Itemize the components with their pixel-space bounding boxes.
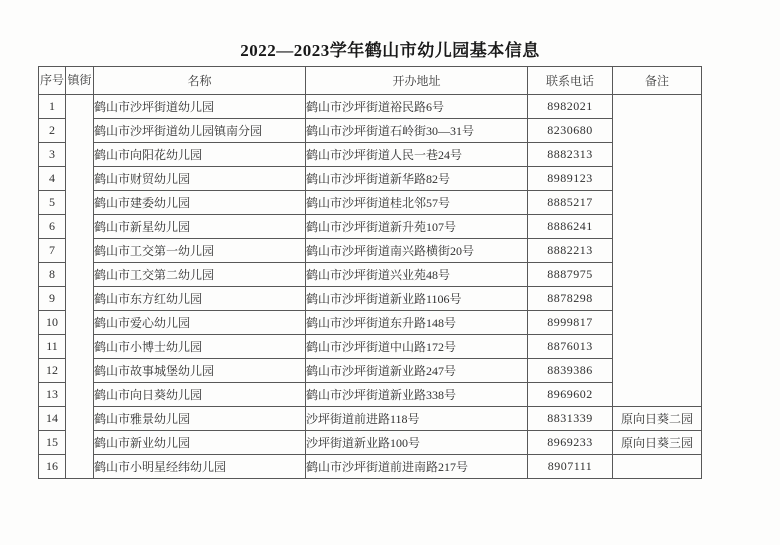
kindergarten-name-cell: 鹤山市新业幼儿园 bbox=[94, 431, 306, 455]
table-row bbox=[39, 287, 702, 311]
row-number-cell: 9 bbox=[39, 287, 66, 311]
table-row bbox=[39, 431, 702, 455]
kindergarten-name-cell: 鹤山市小明星经纬幼儿园 bbox=[94, 455, 306, 479]
kindergarten-name-cell: 鹤山市雅景幼儿园 bbox=[94, 407, 306, 431]
phone-cell: 8839386 bbox=[528, 359, 613, 383]
phone-cell: 8882313 bbox=[528, 143, 613, 167]
header-name: 名称 bbox=[94, 67, 306, 95]
row-number-cell: 5 bbox=[39, 191, 66, 215]
table-row bbox=[39, 311, 702, 335]
table-row bbox=[39, 335, 702, 359]
kindergarten-name-cell: 鹤山市工交第二幼儿园 bbox=[94, 263, 306, 287]
kindergarten-name-cell: 鹤山市故事城堡幼儿园 bbox=[94, 359, 306, 383]
address-cell: 沙坪街道前进路118号 bbox=[306, 407, 528, 431]
phone-cell: 8882213 bbox=[528, 239, 613, 263]
header-town-street: 镇街 bbox=[66, 67, 94, 95]
table-row bbox=[39, 359, 702, 383]
header-row bbox=[39, 67, 702, 95]
table-row bbox=[39, 119, 702, 143]
row-number-cell: 16 bbox=[39, 455, 66, 479]
phone-cell: 8886241 bbox=[528, 215, 613, 239]
address-cell: 鹤山市沙坪街道南兴路横街20号 bbox=[306, 239, 528, 263]
address-cell: 鹤山市沙坪街道兴业苑48号 bbox=[306, 263, 528, 287]
address-cell: 鹤山市沙坪街道新业路338号 bbox=[306, 383, 528, 407]
header-address: 开办地址 bbox=[306, 67, 528, 95]
table-row bbox=[39, 191, 702, 215]
row-number-cell: 3 bbox=[39, 143, 66, 167]
table-row bbox=[39, 455, 702, 479]
table-row bbox=[39, 167, 702, 191]
phone-cell: 8969602 bbox=[528, 383, 613, 407]
table-body bbox=[39, 95, 702, 479]
kindergarten-info-table bbox=[38, 66, 702, 479]
kindergarten-name-cell: 鹤山市向阳花幼儿园 bbox=[94, 143, 306, 167]
kindergarten-name-cell: 鹤山市向日葵幼儿园 bbox=[94, 383, 306, 407]
kindergarten-name-cell: 鹤山市财贸幼儿园 bbox=[94, 167, 306, 191]
row-number-cell: 1 bbox=[39, 95, 66, 119]
row-number-cell: 11 bbox=[39, 335, 66, 359]
address-cell: 鹤山市沙坪街道人民一巷24号 bbox=[306, 143, 528, 167]
town-street-merged-cell bbox=[66, 95, 94, 479]
phone-cell: 8887975 bbox=[528, 263, 613, 287]
phone-cell: 8969233 bbox=[528, 431, 613, 455]
kindergarten-name-cell: 鹤山市东方红幼儿园 bbox=[94, 287, 306, 311]
table-row bbox=[39, 407, 702, 431]
address-cell: 鹤山市沙坪街道东升路148号 bbox=[306, 311, 528, 335]
kindergarten-name-cell: 鹤山市新星幼儿园 bbox=[94, 215, 306, 239]
phone-cell: 8230680 bbox=[528, 119, 613, 143]
address-cell: 鹤山市沙坪街道桂北邻57号 bbox=[306, 191, 528, 215]
kindergarten-name-cell: 鹤山市小博士幼儿园 bbox=[94, 335, 306, 359]
address-cell: 鹤山市沙坪街道新业路1106号 bbox=[306, 287, 528, 311]
kindergarten-name-cell: 鹤山市沙坪街道幼儿园 bbox=[94, 95, 306, 119]
row-number-cell: 15 bbox=[39, 431, 66, 455]
row-number-cell: 8 bbox=[39, 263, 66, 287]
phone-cell: 8885217 bbox=[528, 191, 613, 215]
phone-cell: 8989123 bbox=[528, 167, 613, 191]
address-cell: 鹤山市沙坪街道裕民路6号 bbox=[306, 95, 528, 119]
row-number-cell: 4 bbox=[39, 167, 66, 191]
table-row bbox=[39, 143, 702, 167]
address-cell: 鹤山市沙坪街道石岭街30—31号 bbox=[306, 119, 528, 143]
table-row bbox=[39, 215, 702, 239]
phone-cell: 8907111 bbox=[528, 455, 613, 479]
phone-cell: 8999817 bbox=[528, 311, 613, 335]
row-number-cell: 13 bbox=[39, 383, 66, 407]
remark-cell bbox=[613, 455, 702, 479]
table-row bbox=[39, 95, 702, 119]
phone-cell: 8831339 bbox=[528, 407, 613, 431]
remark-cell: 原向日葵三园 bbox=[613, 431, 702, 455]
header-phone: 联系电话 bbox=[528, 67, 613, 95]
row-number-cell: 10 bbox=[39, 311, 66, 335]
kindergarten-name-cell: 鹤山市爱心幼儿园 bbox=[94, 311, 306, 335]
page-title: 2022—2023学年鹤山市幼儿园基本信息 bbox=[240, 41, 540, 60]
table-row bbox=[39, 263, 702, 287]
header-serial-number: 序号 bbox=[39, 67, 66, 95]
phone-cell: 8876013 bbox=[528, 335, 613, 359]
address-cell: 鹤山市沙坪街道新华路82号 bbox=[306, 167, 528, 191]
row-number-cell: 12 bbox=[39, 359, 66, 383]
kindergarten-name-cell: 鹤山市建委幼儿园 bbox=[94, 191, 306, 215]
kindergarten-name-cell: 鹤山市沙坪街道幼儿园镇南分园 bbox=[94, 119, 306, 143]
phone-cell: 8982021 bbox=[528, 95, 613, 119]
address-cell: 鹤山市沙坪街道中山路172号 bbox=[306, 335, 528, 359]
address-cell: 沙坪街道新业路100号 bbox=[306, 431, 528, 455]
remark-cell: 原向日葵二园 bbox=[613, 407, 702, 431]
address-cell: 鹤山市沙坪街道新升苑107号 bbox=[306, 215, 528, 239]
table-row bbox=[39, 383, 702, 407]
row-number-cell: 14 bbox=[39, 407, 66, 431]
row-number-cell: 2 bbox=[39, 119, 66, 143]
address-cell: 鹤山市沙坪街道前进南路217号 bbox=[306, 455, 528, 479]
row-number-cell: 7 bbox=[39, 239, 66, 263]
phone-cell: 8878298 bbox=[528, 287, 613, 311]
row-number-cell: 6 bbox=[39, 215, 66, 239]
table-row bbox=[39, 239, 702, 263]
kindergarten-name-cell: 鹤山市工交第一幼儿园 bbox=[94, 239, 306, 263]
header-remark: 备注 bbox=[613, 67, 702, 95]
address-cell: 鹤山市沙坪街道新业路247号 bbox=[306, 359, 528, 383]
remark-merged-cell bbox=[613, 95, 702, 407]
